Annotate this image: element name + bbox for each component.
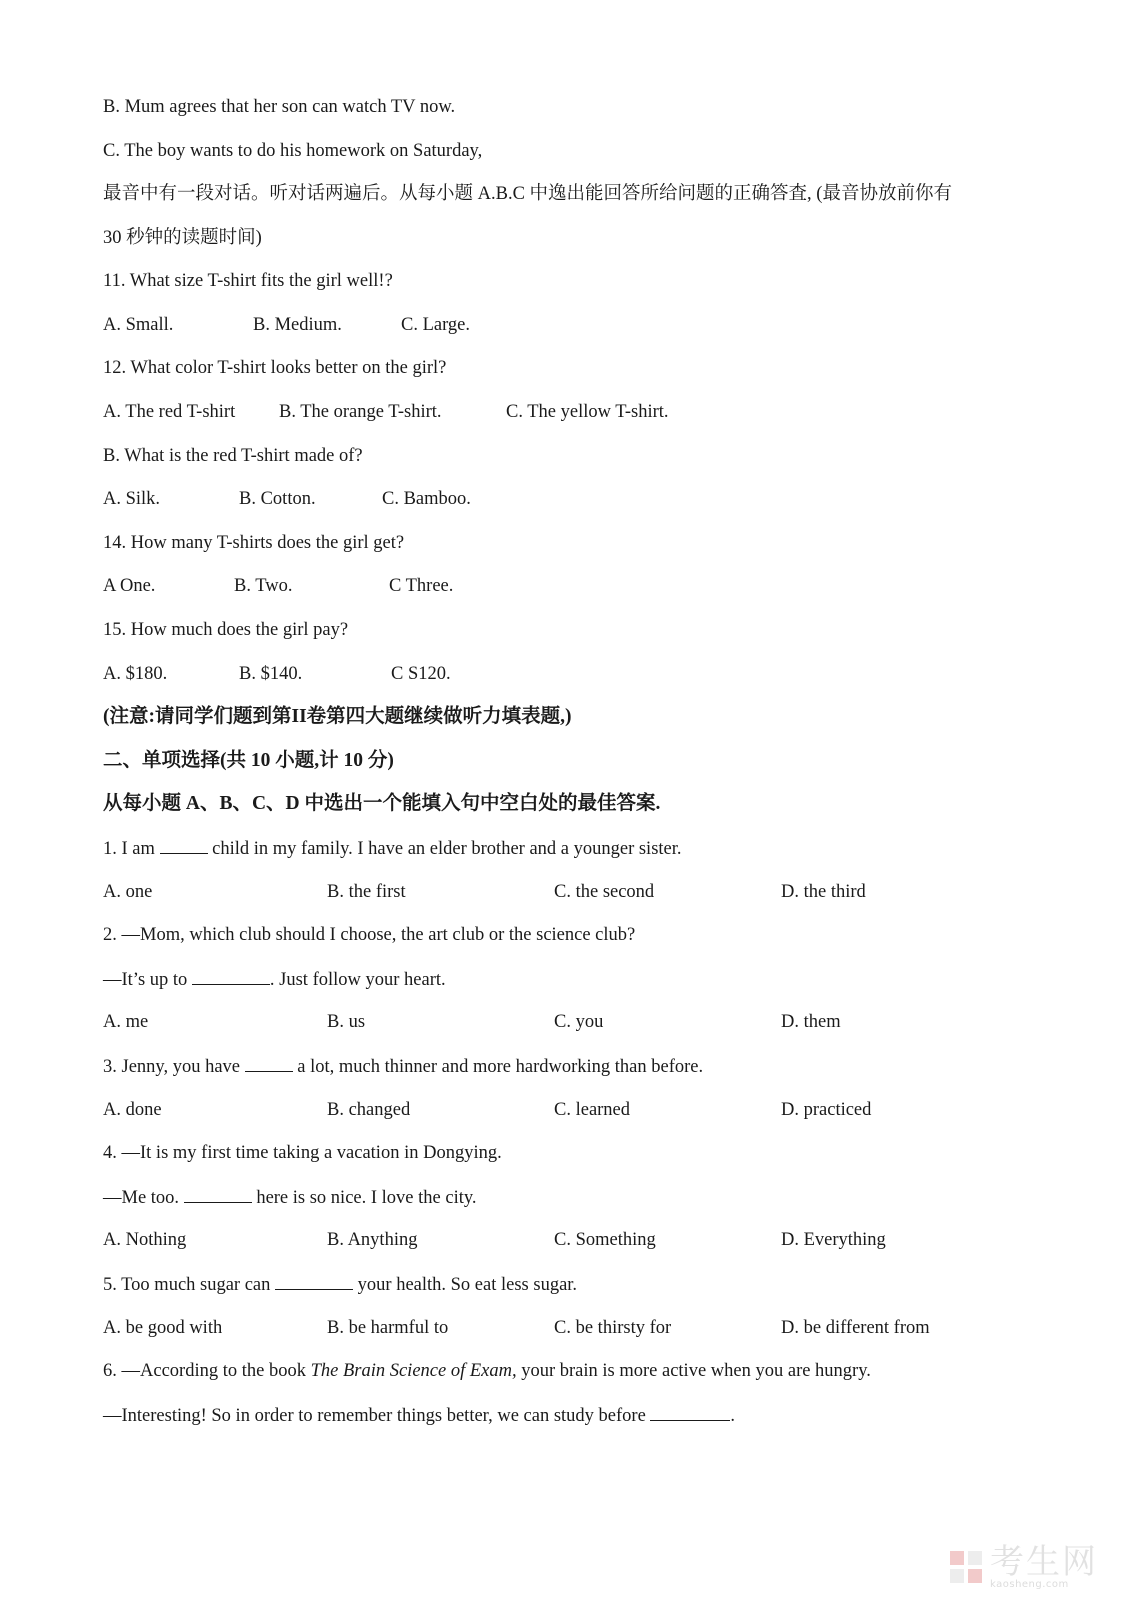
section-heading: 二、单项选择(共 10 小题,计 10 分) (103, 750, 394, 771)
stem-text: your health. So eat less sugar. (353, 1275, 578, 1295)
stem-text: —It’s up to (103, 970, 192, 990)
question-stem: 15. How much does the girl pay? (103, 620, 349, 640)
option-d: D. be different from (781, 1318, 930, 1338)
option-b: B. Cotton. (239, 489, 316, 509)
stem-text: 1. I am (103, 839, 160, 859)
option-a: A. me (103, 1012, 149, 1032)
option-b: B. changed (327, 1100, 411, 1120)
watermark-text: 考生网 (990, 1541, 1098, 1582)
question-stem: 4. —It is my first time taking a vacation in Dongying. (103, 1143, 502, 1163)
answer-blank (160, 835, 208, 854)
stem-text: your brain is more active when you are hungry. (516, 1361, 871, 1381)
question-stem: 12. What color T-shirt looks better on the girl? (103, 358, 447, 378)
stem-text: here is so nice. I love the city. (251, 1188, 477, 1208)
answer-blank (184, 1184, 252, 1203)
option-b: B. Two. (234, 576, 293, 596)
option-d: D. Everything (781, 1230, 886, 1250)
question-stem: B. What is the red T-shirt made of? (103, 446, 363, 466)
watermark-url: kaosheng.com (990, 1578, 1069, 1590)
option-d: D. practiced (781, 1100, 872, 1120)
option-b: B. us (327, 1012, 366, 1032)
listening-instruction-line1: 最音中有一段对话。听对话两遍后。从每小题 A.B.C 中逸出能回答所给问题的正确答査, (最音协放前你有 (103, 184, 952, 204)
option-c: C. The yellow T-shirt. (506, 402, 669, 422)
book-title: The Brain Science of Exam, (310, 1361, 517, 1381)
question-stem: 2. —Mom, which club should I choose, the art club or the science club? (103, 925, 636, 945)
question-stem (103, 1271, 577, 1298)
question-stem: 11. What size T-shirt fits the girl well!? (103, 271, 393, 291)
listening-note: (注意:请同学们题到第II卷第四大题继续做听力填表题,) (103, 706, 572, 727)
option-c: C. Bamboo. (382, 489, 471, 509)
option-a: A. be good with (103, 1318, 223, 1338)
stem-text: a lot, much thinner and more hardworking than before. (292, 1057, 704, 1077)
listening-option-b: B. Mum agrees that her son can watch TV now. (103, 97, 456, 117)
question-stem (103, 1184, 477, 1211)
option-d: D. the third (781, 882, 866, 902)
option-a: A. one (103, 882, 153, 902)
option-b: B. Medium. (253, 315, 342, 335)
option-b: B. $140. (239, 664, 303, 684)
question-stem (103, 1053, 703, 1080)
option-a: A. Nothing (103, 1230, 187, 1250)
question-stem (103, 1358, 871, 1384)
option-b: B. the first (327, 882, 406, 902)
option-c: C. you (554, 1012, 604, 1032)
section-instruction: 从每小题 A、B、C、D 中选出一个能填入句中空白处的最佳答案. (103, 793, 661, 814)
option-b: B. The orange T-shirt. (279, 402, 442, 422)
stem-text: 6. —According to the book (103, 1361, 311, 1381)
answer-blank (192, 966, 270, 985)
stem-text: . Just follow your heart. (269, 970, 446, 990)
option-a: A. $180. (103, 664, 168, 684)
question-stem: 14. How many T-shirts does the girl get? (103, 533, 405, 553)
stem-text: 5. Too much sugar can (103, 1275, 276, 1295)
option-a: A. The red T-shirt (103, 402, 236, 422)
option-d: D. them (781, 1012, 841, 1032)
option-a: A. done (103, 1100, 162, 1120)
option-a: A. Silk. (103, 489, 161, 509)
stem-text: . (730, 1406, 736, 1426)
kaosheng-logo-icon (948, 1549, 984, 1585)
option-a: A. Small. (103, 315, 174, 335)
option-c: C. Something (554, 1230, 656, 1250)
stem-text: —Me too. (103, 1188, 184, 1208)
option-a: A One. (103, 576, 156, 596)
option-c: C S120. (391, 664, 451, 684)
stem-text: 3. Jenny, you have (103, 1057, 245, 1077)
stem-text: —Interesting! So in order to remember things better, we can study before (103, 1406, 651, 1426)
option-c: C. be thirsty for (554, 1318, 672, 1338)
option-b: B. be harmful to (327, 1318, 449, 1338)
stem-text: child in my family. I have an elder brother and a younger sister. (207, 839, 682, 859)
listening-instruction-line2: 30 秒钟的读题时间) (103, 228, 262, 248)
answer-blank (275, 1271, 353, 1290)
question-stem (103, 835, 682, 862)
option-c: C Three. (389, 576, 454, 596)
option-c: C. learned (554, 1100, 631, 1120)
question-stem (103, 966, 446, 993)
listening-option-c: C. The boy wants to do his homework on Saturday, (103, 141, 483, 161)
watermark (948, 1541, 1118, 1590)
answer-blank (650, 1402, 730, 1421)
answer-blank (245, 1053, 293, 1072)
option-c: C. Large. (401, 315, 471, 335)
question-stem (103, 1402, 735, 1429)
option-b: B. Anything (327, 1230, 418, 1250)
option-c: C. the second (554, 882, 655, 902)
